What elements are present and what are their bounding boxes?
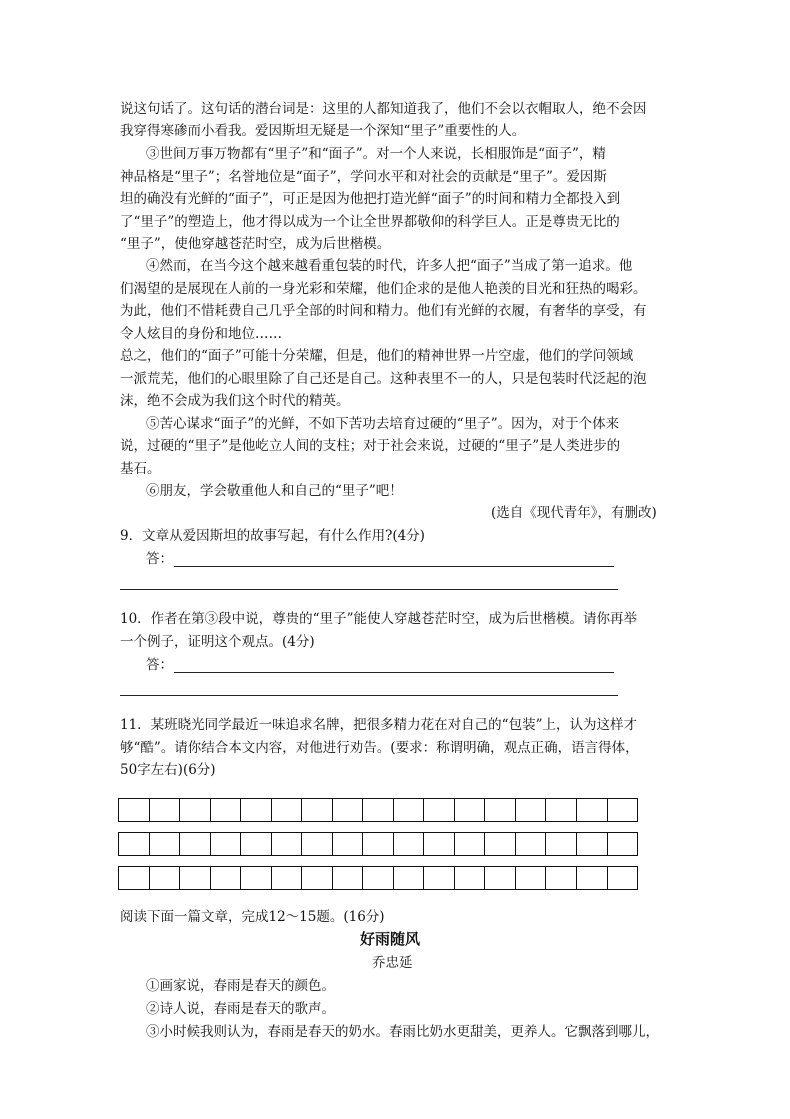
grid-cell[interactable]: [363, 833, 394, 855]
text-line: 沫，绝不会成为我们这个时代的精英。: [120, 393, 350, 409]
paragraph: ①画家说，春雨是春天的颜色。: [146, 978, 335, 994]
grid-cell[interactable]: [211, 833, 242, 855]
grid-cell[interactable]: [546, 833, 577, 855]
grid-cell[interactable]: [302, 867, 333, 889]
grid-cell[interactable]: [302, 833, 333, 855]
grid-cell[interactable]: [241, 799, 272, 821]
answer-label: 答：: [146, 551, 173, 567]
grid-cell[interactable]: [516, 867, 547, 889]
grid-cell[interactable]: [485, 799, 516, 821]
grid-cell[interactable]: [333, 867, 364, 889]
grid-cell[interactable]: [516, 799, 547, 821]
text-line: 基石。: [120, 461, 161, 477]
text-line: ③世间万事万物都有“里子”和“面子”。对一个人来说，长相服饰是“面子”，精: [146, 146, 606, 162]
paragraph: ②诗人说，春雨是春天的歌声。: [146, 1001, 335, 1017]
section-intro: 阅读下面一篇文章，完成12～15题。(16分): [120, 909, 385, 925]
grid-cell[interactable]: [608, 799, 638, 821]
text-line: 了“里子”的塑造上，他才得以成为一个让全世界都敬仰的科学巨人。正是尊贵无比的: [120, 214, 620, 230]
grid-cell[interactable]: [363, 799, 394, 821]
writing-grid-row[interactable]: [118, 866, 638, 890]
grid-cell[interactable]: [211, 867, 242, 889]
grid-cell[interactable]: [546, 867, 577, 889]
source-citation: (选自《现代青年》，有删改): [491, 505, 657, 521]
grid-cell[interactable]: [272, 833, 303, 855]
grid-cell[interactable]: [119, 799, 150, 821]
grid-cell[interactable]: [577, 833, 608, 855]
text-line: 一派荒芜，他们的心眼里除了自己还是自己。这种表里不一的人，只是包装时代泛起的泡: [120, 371, 647, 387]
writing-grid-row[interactable]: [118, 832, 638, 856]
text-line: ⑤苦心谋求“面子”的光鲜，不如下苦功去培育过硬的“里子”。因为，对于个体来: [146, 416, 620, 432]
grid-cell[interactable]: [150, 867, 181, 889]
question-10-cont: 一个例子，证明这个观点。(4分): [120, 634, 315, 650]
question-11-cont: 够“酷”。请你结合本文内容，对他进行劝告。(要求：称谓明确，观点正确，语言得体，: [120, 740, 639, 756]
grid-cell[interactable]: [455, 867, 486, 889]
text-line: 说这句话了。这句话的潜台词是：这里的人都知道我了，他们不会以衣帽取人，绝不会因: [120, 101, 647, 117]
grid-cell[interactable]: [394, 833, 425, 855]
text-line: ⑥朋友，学会敬重他人和自己的“里子”吧！: [146, 483, 403, 499]
answer-line[interactable]: [174, 672, 614, 673]
grid-cell[interactable]: [272, 867, 303, 889]
grid-cell[interactable]: [608, 867, 638, 889]
answer-label: 答：: [146, 657, 173, 673]
question-11: 11．某班晓光同学最近一味追求名牌，把很多精力花在对自己的“包装”上，认为这样才: [120, 717, 637, 733]
grid-cell[interactable]: [424, 833, 455, 855]
article-author: 乔忠延: [372, 955, 413, 971]
grid-cell[interactable]: [363, 867, 394, 889]
text-line: 总之，他们的“面子”可能十分荣耀，但是，他们的精神世界一片空虚，他们的学问领域: [120, 348, 634, 364]
grid-cell[interactable]: [394, 799, 425, 821]
text-line: 说，过硬的“里子”是他屹立人间的支柱；对于社会来说，过硬的“里子”是人类进步的: [120, 438, 621, 454]
grid-cell[interactable]: [180, 867, 211, 889]
question-10: 10．作者在第③段中说，尊贵的“里子”能使人穿越苍茫时空，成为后世楷模。请你再举: [120, 611, 637, 627]
grid-cell[interactable]: [485, 833, 516, 855]
text-line: 为此，他们不惜耗费自己几乎全部的时间和精力。他们有光鲜的衣履，有奢华的享受，有: [120, 303, 647, 319]
grid-cell[interactable]: [302, 799, 333, 821]
grid-cell[interactable]: [485, 867, 516, 889]
grid-cell[interactable]: [150, 799, 181, 821]
grid-cell[interactable]: [180, 833, 211, 855]
grid-cell[interactable]: [455, 833, 486, 855]
grid-cell[interactable]: [424, 867, 455, 889]
grid-cell[interactable]: [241, 867, 272, 889]
text-line: 们渴望的是展现在人前的一身光彩和荣耀，他们企求的是他人艳羡的目光和狂热的喝彩。: [120, 281, 647, 297]
grid-cell[interactable]: [211, 799, 242, 821]
grid-cell[interactable]: [333, 833, 364, 855]
grid-cell[interactable]: [577, 799, 608, 821]
grid-cell[interactable]: [272, 799, 303, 821]
grid-cell[interactable]: [516, 833, 547, 855]
grid-cell[interactable]: [119, 867, 150, 889]
answer-line[interactable]: [120, 695, 618, 696]
grid-cell[interactable]: [150, 833, 181, 855]
question-11-cont: 50字左右)(6分): [120, 762, 216, 778]
grid-cell[interactable]: [455, 799, 486, 821]
grid-cell[interactable]: [241, 833, 272, 855]
text-line: 神品格是“里子”；名誉地位是“面子”，学问水平和对社会的贡献是“里子”。爱因斯: [120, 169, 607, 185]
grid-cell[interactable]: [608, 833, 638, 855]
text-line: ④然而，在当今这个越来越看重包装的时代，许多人把“面子”当成了第一追求。他: [146, 258, 633, 274]
paragraph: ③小时候我则认为，春雨是春天的奶水。春雨比奶水更甜美，更养人。它飘落到哪儿，: [146, 1024, 659, 1040]
article-title: 好雨随风: [360, 930, 421, 948]
grid-cell[interactable]: [333, 799, 364, 821]
text-line: 坦的确没有光鲜的“面子”，可正是因为他把打造光鲜“面子”的时间和精力全都投入到: [120, 191, 621, 207]
text-line: 令人炫目的身份和地位……: [120, 326, 282, 342]
text-line: “里子”，使他穿越苍茫时空，成为后世楷模。: [120, 236, 391, 252]
grid-cell[interactable]: [180, 799, 211, 821]
answer-line[interactable]: [120, 589, 618, 590]
answer-line[interactable]: [174, 566, 614, 567]
text-line: 我穿得寒碜而小看我。爱因斯坦无疑是一个深知“里子”重要性的人。: [120, 123, 526, 139]
grid-cell[interactable]: [424, 799, 455, 821]
question-9: 9．文章从爱因斯坦的故事写起，有什么作用?(4分): [120, 528, 425, 544]
grid-cell[interactable]: [546, 799, 577, 821]
writing-grid-row[interactable]: [118, 798, 638, 822]
grid-cell[interactable]: [577, 867, 608, 889]
grid-cell[interactable]: [119, 833, 150, 855]
grid-cell[interactable]: [394, 867, 425, 889]
